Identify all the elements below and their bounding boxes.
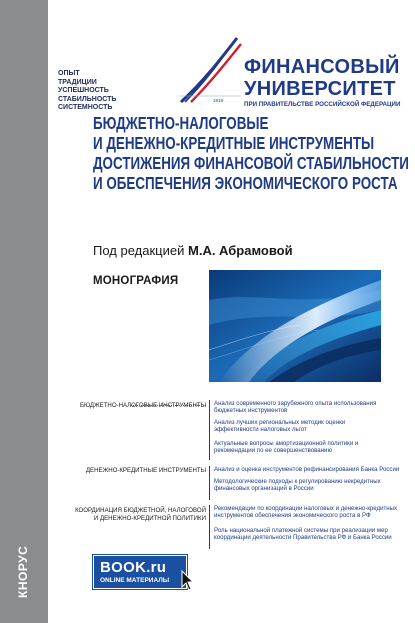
section-divider (209, 466, 210, 500)
university-subtitle: ПРИ ПРАВИТЕЛЬСТВЕ РОССИЙСКОЙ ФЕДЕРАЦИИ (244, 101, 401, 108)
title-line: ДОСТИЖЕНИЯ ФИНАНСОВОЙ СТАБИЛЬНОСТИ (93, 153, 409, 173)
section-category: КООРДИНАЦИЯ БЮДЖЕТНОЙ, НАЛОГОВОЙ И ДЕНЕЖНО-КРЕДИТНОЙ ПОЛИТИКИ (75, 507, 206, 522)
editor-name: М.А. Абрамовой (188, 243, 293, 258)
section-item: Рекомендации по координации налоговых и денежно-кредитных инструментов обеспечения экономического роста в РФ (214, 505, 398, 520)
title-line: И ДЕНЕЖНО-КРЕДИТНЫЕ ИНСТРУМЕНТЫ (93, 133, 375, 153)
publisher-name: КНОРУС (16, 545, 30, 598)
section-category: ДЕНЕЖНО-КРЕДИТНЫЕ ИНСТРУМЕНТЫ (85, 467, 206, 474)
section-divider (209, 505, 210, 549)
badge-subtitle: ONLINE МАТЕРИАЛЫ (100, 577, 170, 584)
editor-line (93, 243, 293, 258)
university-name-line1: ФИНАНСОВЫЙ (244, 56, 400, 78)
section-item: Актуальные вопросы амортизационной политики и рекомендации по ее совершенствованию (214, 440, 359, 455)
dotted-leader (130, 405, 206, 407)
motto-line: УСПЕШНОСТЬ (58, 87, 109, 95)
motto-line: ОПЫТ (58, 70, 80, 77)
motto-line: СТАБИЛЬНОСТЬ (58, 95, 117, 103)
title-line: БЮДЖЕТНО-НАЛОГОВЫЕ (93, 113, 269, 133)
university-logo-icon (175, 36, 245, 104)
editor-prefix: Под редакцией (93, 243, 185, 258)
spine-strip (0, 0, 48, 623)
section-item: Анализ лучших региональных методик оценки эффективности налоговых льгот (214, 419, 346, 434)
university-name-line2: УНИВЕРСИТЕТ (244, 78, 396, 100)
badge-title: BOOK.ru (100, 559, 167, 576)
bookru-badge[interactable] (93, 555, 187, 589)
abstract-cover-image (209, 270, 381, 382)
motto-list (58, 70, 116, 113)
section-divider (209, 400, 210, 460)
cursor-pointer-icon (181, 570, 195, 592)
section-item: Анализ современного зарубежного опыта использования бюджетных инструментов (214, 400, 377, 415)
title-line: И ОБЕСПЕЧЕНИЯ ЭКОНОМИЧЕСКОГО РОСТА (93, 173, 398, 193)
section-item: Методологические подходы к регулированию некредитных финансовых организаций в России (214, 478, 381, 493)
motto-line: СИСТЕМНОСТЬ (58, 104, 113, 112)
motto-line: ТРАДИЦИИ (58, 78, 97, 86)
logo-year: 1919 (213, 98, 224, 103)
book-genre: МОНОГРАФИЯ (93, 275, 179, 287)
section-item: Анализ и оценка инструментов рефинансирования Банка России (214, 466, 400, 473)
section-item: Роль национальной платежной системы при реализации мер координации деятельности Правительства РФ и Банка России (214, 527, 392, 542)
book-title (93, 113, 409, 193)
section-category: БЮДЖЕТНО-НАЛОГОВЫЕ ИНСТРУМЕНТЫ (79, 402, 206, 409)
